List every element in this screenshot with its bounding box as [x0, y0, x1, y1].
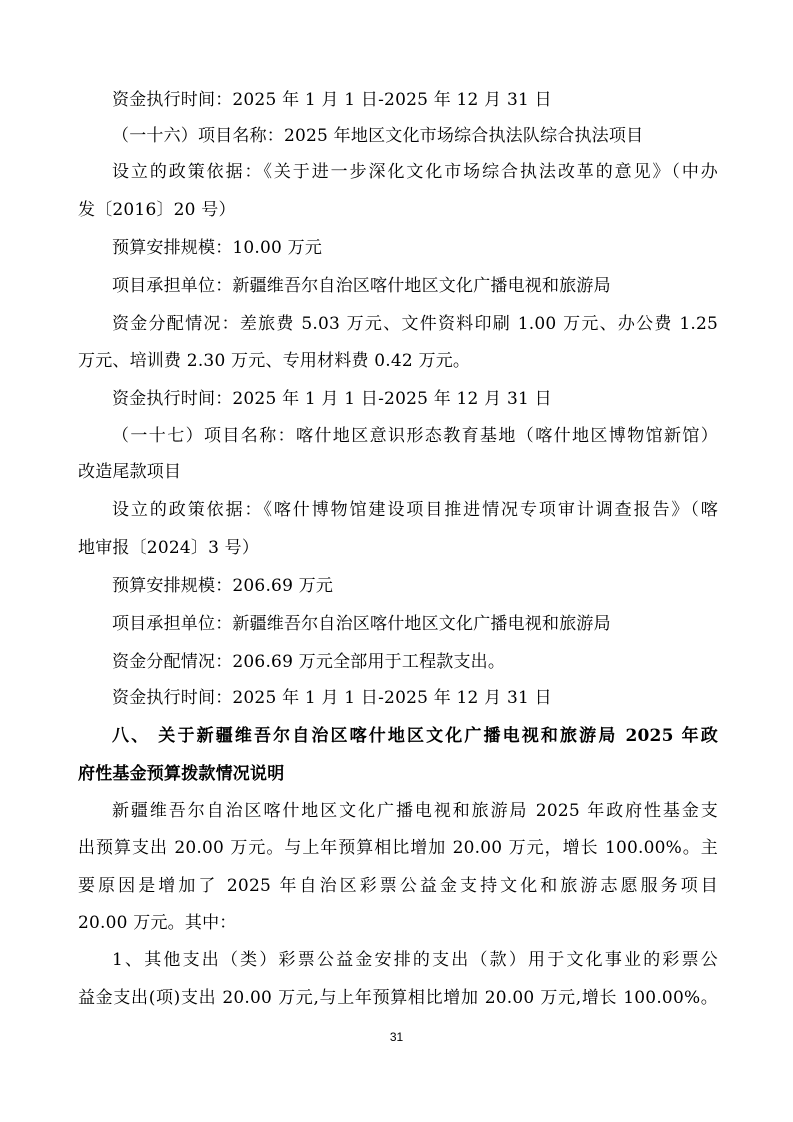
section-heading-17: （一十七）项目名称：喀什地区意识形态教育基地（喀什地区博物馆新馆）: [112, 426, 718, 446]
text-line: 项目承担单位：新疆维吾尔自治区喀什地区文化广播电视和旅游局: [112, 276, 611, 296]
text-line: 资金分配情况：差旅费 5.03 万元、文件资料印刷 1.00 万元、办公费 1.25: [112, 314, 718, 334]
chapter-heading-cont: 府性基金预算拨款情况说明: [78, 764, 285, 784]
page-number: 31: [389, 1030, 404, 1044]
text-line: 项目承担单位：新疆维吾尔自治区喀什地区文化广播电视和旅游局: [112, 614, 611, 634]
text-line: 发〔2016〕20 号）: [78, 200, 236, 220]
text-line: 资金执行时间：2025 年 1 月 1 日-2025 年 12 月 31 日: [112, 389, 552, 409]
text-line: 1、其他支出（类）彩票公益金安排的支出（款）用于文化事业的彩票公: [112, 950, 718, 970]
text-line: 资金执行时间：2025 年 1 月 1 日-2025 年 12 月 31 日: [112, 688, 552, 708]
text-line: 新疆维吾尔自治区喀什地区文化广播电视和旅游局 2025 年政府性基金支: [112, 801, 718, 821]
text-line: 资金分配情况：206.69 万元全部用于工程款支出。: [112, 652, 506, 672]
text-line: 地审报〔2024〕3 号）: [78, 538, 260, 558]
text-line: 设立的政策依据：《喀什博物馆建设项目推进情况专项审计调查报告》（喀: [112, 500, 718, 520]
text-line: 万元、培训费 2.30 万元、专用材料费 0.42 万元。: [78, 351, 471, 371]
section-heading-16: （一十六）项目名称：2025 年地区文化市场综合执法队综合执法项目: [112, 126, 644, 146]
chapter-heading: 八、 关于新疆维吾尔自治区喀什地区文化广播电视和旅游局 2025 年政: [112, 726, 718, 746]
text-line: 预算安排规模：10.00 万元: [112, 238, 323, 258]
text-line: 预算安排规模：206.69 万元: [112, 576, 334, 596]
text-line: 出预算支出 20.00 万元。与上年预算相比增加 20.00 万元，增长 100.00%。主: [78, 838, 718, 858]
text-line: 设立的政策依据：《关于进一步深化文化市场综合执法改革的意见》（中办: [112, 162, 718, 182]
text-line: 资金执行时间：2025 年 1 月 1 日-2025 年 12 月 31 日: [112, 90, 552, 110]
text-line: 益金支出(项)支出 20.00 万元,与上年预算相比增加 20.00 万元,增长 100.00%。: [78, 988, 718, 1008]
text-line: 改造尾款项目: [78, 462, 182, 482]
text-line: 20.00 万元。其中：: [78, 913, 237, 933]
text-line: 要原因是增加了 2025 年自治区彩票公益金支持文化和旅游志愿服务项目: [78, 876, 718, 896]
